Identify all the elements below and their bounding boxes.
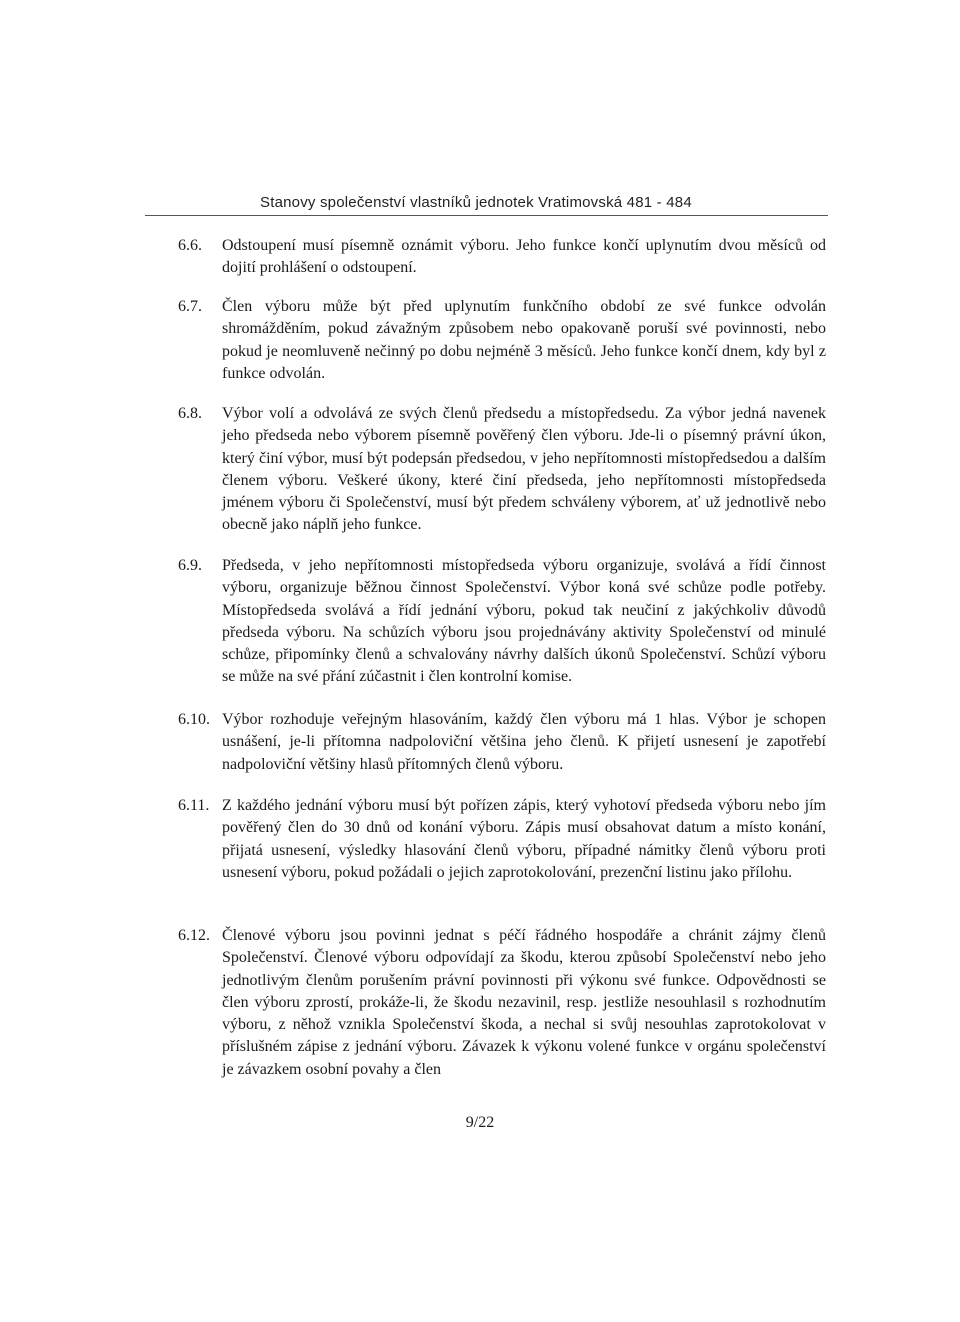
section-number: 6.7. (178, 298, 202, 315)
section-text: Člen výboru může být před uplynutím funkčního období ze své funkce odvolán shromážděním, pokud závažným způsobem nebo opakovaně poruší své povinnosti, nebo pokud je neomluveně nečinný po dobu nejméně 3 měsíců. Jeho funkce končí dnem, kdy byl z funkce odvolán. (222, 298, 826, 382)
document-header: Stanovy společenství vlastníků jednotek Vratimovská 481 - 484 (260, 194, 692, 211)
section-text: Výbor volí a odvolává ze svých členů předsedu a místopředsedu. Za výbor jedná navenek jeho předseda nebo výborem písemně pověřený člen výboru. Jde-li o písemný právní úkon, který činí výbor, musí být podepsán předsedou, v jeho nepřítomnosti místopředsedou a dalším členem výboru. Veškeré úkony, které činí předseda, jeho nepřítomnosti místopředseda jménem výboru či Společenství, musí být předem schváleny výborem, ať už jednotlivě nebo obecně jako náplň jeho funkce. (222, 405, 826, 534)
header-divider (145, 215, 828, 216)
section-text: Výbor rozhoduje veřejným hlasováním, každý člen výboru má 1 hlas. Výbor je schopen usnášení, je-li přítomna nadpoloviční většina jeho členů. K přijetí usnesení je zapotřebí nadpoloviční většiny hlasů přítomných členů výboru. (222, 711, 826, 773)
section-text: Předseda, v jeho nepřítomnosti místopředseda výboru organizuje, svolává a řídí činnost výboru, organizuje běžnou činnost Společenství. Výbor koná své schůze podle potřeby. Místopředseda svolává a řídí jednání výboru, pokud tak neučiní z jakýchkoliv důvodů předseda výboru. Na schůzích výboru jsou projednávány aktivity Společenství od minulé schůze, připomínky členů a schvalovány návrhy dalších úkonů Společenství. Schůzí výboru se může na své přání zúčastnit i člen kontrolní komise. (222, 557, 826, 686)
section-number: 6.8. (178, 405, 202, 422)
section-number: 6.11. (178, 797, 210, 814)
section-number: 6.6. (178, 237, 202, 254)
section-text: Odstoupení musí písemně oznámit výboru. Jeho funkce končí uplynutím dvou měsíců od dojití prohlášení o odstoupení. (222, 237, 826, 277)
section-text: Z každého jednání výboru musí být pořízen zápis, který vyhotoví předseda výboru nebo jím pověřený člen do 30 dnů od konání výboru. Zápis musí obsahovat datum a místo konání, přijatá usnesení, výsledky hlasování členů výboru, případné námitky členů výboru proti usnesení výboru, pokud požádali o jejich zaprotokolování, prezenční listinu jako přílohu. (222, 797, 826, 881)
page-number: 9/22 (465, 1114, 495, 1131)
section-number: 6.12. (178, 927, 210, 944)
section-number: 6.9. (178, 557, 202, 574)
section-text: Členové výboru jsou povinni jednat s péčí řádného hospodáře a chránit zájmy členů Společenství. Členové výboru odpovídají za škodu, kterou způsobí Společenství nebo jeho jednotlivým členům porušením právní povinnosti při výkonu své funkce. Odpovědnosti se člen výboru zprostí, prokáže-li, že škodu nezavinil, resp. jestliže nesouhlasil s rozhodnutím výboru, z něhož vznikla Společenství škoda, a nechal si svůj nesouhlas zaprotokolovat v příslušném zápise z jednání výboru. Závazek k výkonu volené funkce v orgánu společenství je závazkem osobní povahy a člen (222, 927, 826, 1078)
section-number: 6.10. (178, 711, 210, 728)
